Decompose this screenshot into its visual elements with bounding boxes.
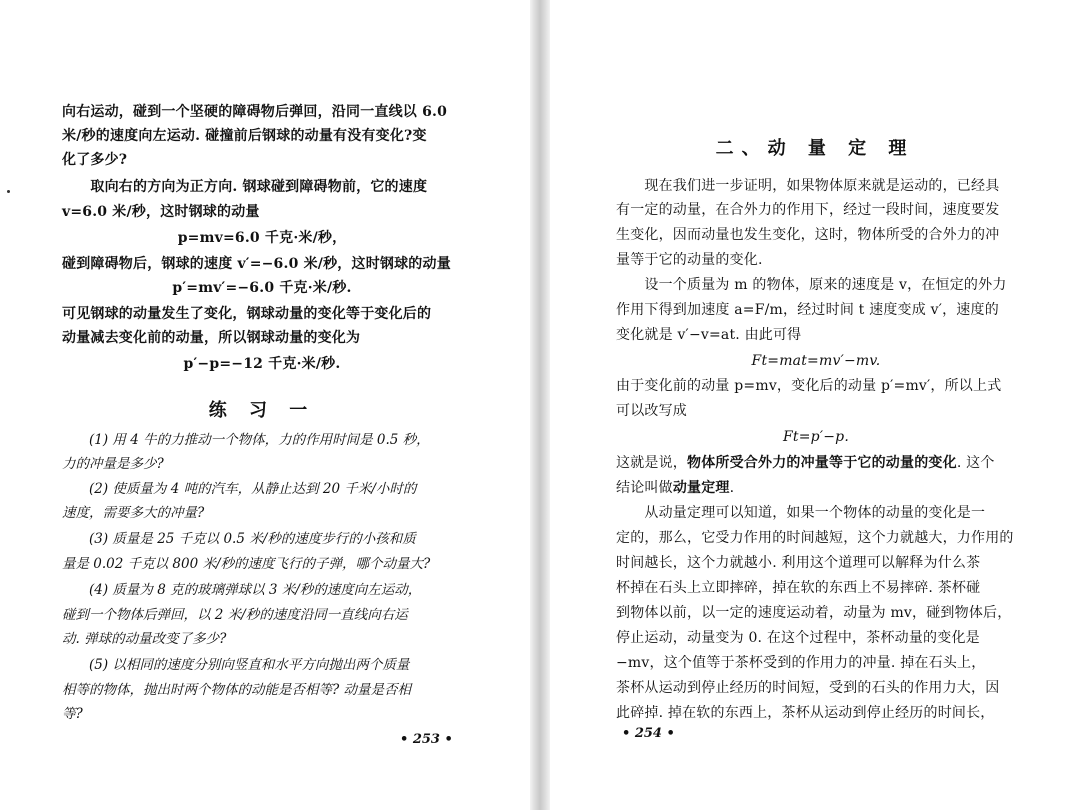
section-title: 二、动 量 定 理 bbox=[715, 138, 915, 159]
text-line: 杯掉在石头上立即摔碎，掉在软的东西上不易摔碎. 茶杯碰 bbox=[616, 580, 981, 596]
text-line: 化了多少? bbox=[62, 152, 128, 168]
exercise-line: (3) 质量是 25 千克以 0.5 米/秒的速度步行的小孩和质 bbox=[62, 531, 416, 547]
theorem-name: 动量定理 bbox=[672, 480, 730, 496]
text-line: 由于变化前的动量 p=mv，变化后的动量 p′=mv′，所以上式 bbox=[616, 378, 1002, 394]
exercise-line: 速度，需要多大的冲量? bbox=[62, 505, 205, 521]
text-line: 生变化，因而动量也发生变化，这时，物体所受的合外力的冲 bbox=[616, 227, 1000, 243]
exercise-line: (5) 以相同的速度分别向竖直和水平方向抛出两个质量 bbox=[62, 657, 410, 673]
text-line: 此碎掉. 掉在软的东西上，茶杯从运动到停止经历的时间长， bbox=[616, 705, 995, 721]
formula: Ft=mat=mv′−mv. bbox=[751, 353, 881, 369]
text-line: 时间越长，这个力就越小. 利用这个道理可以解释为什么茶 bbox=[616, 555, 981, 571]
right-page bbox=[550, 0, 1080, 810]
exercise-line: 动. 弹球的动量改变了多少? bbox=[62, 631, 227, 647]
text-line: v=6.0 米/秒，这时钢球的动量 bbox=[62, 204, 260, 220]
text-span: . bbox=[729, 480, 735, 496]
exercise-line: 量是 0.02 千克以 800 米/秒的速度飞行的子弹，哪个动量大? bbox=[62, 556, 431, 572]
text-line: 量等于它的动量的变化. bbox=[616, 252, 763, 268]
text-line: 现在我们进一步证明，如果物体原来就是运动的，已经具 bbox=[616, 178, 1000, 194]
text-line bbox=[616, 476, 734, 500]
text-line: 变化就是 v′−v=at. 由此可得 bbox=[616, 327, 802, 343]
text-line: 有一定的动量，在合外力的作用下，经过一段时间，速度要发 bbox=[616, 202, 1000, 218]
text-line: 作用下得到加速度 a=F/m，经过时间 t 速度变成 v′，速度的 bbox=[616, 302, 999, 318]
equation-line: p′=mv′=−6.0 千克·米/秒. bbox=[172, 280, 352, 296]
equation-line: p′−p=−12 千克·米/秒. bbox=[183, 356, 341, 372]
exercise-line: (2) 使质量为 4 吨的汽车，从静止达到 20 千米/小时的 bbox=[62, 481, 417, 497]
theorem-statement: 物体所受合外力的冲量等于它的动量的变化 bbox=[687, 455, 957, 471]
text-line: −mv，这个值等于茶杯受到的作用力的冲量. 掉在石头上， bbox=[616, 655, 986, 671]
text-line: 可以改写成 bbox=[616, 403, 687, 419]
text-line: 米/秒的速度向左运动. 碰撞前后钢球的动量有没有变化?变 bbox=[62, 128, 427, 144]
page-number: • 254 • bbox=[622, 726, 675, 741]
exercise-line: (1) 用 4 牛的力推动一个物体，力的作用时间是 0.5 秒， bbox=[62, 432, 430, 448]
text-line: 停止运动，动量变为 0. 在这个过程中，茶杯动量的变化是 bbox=[616, 630, 980, 646]
exercise-line: 相等的物体，抛出时两个物体的动能是否相等? 动量是否相 bbox=[62, 682, 412, 698]
text-line: 从动量定理可以知道，如果一个物体的动量的变化是一 bbox=[616, 505, 986, 521]
text-line: 取向右的方向为正方向. 钢球碰到障碍物前，它的速度 bbox=[62, 179, 428, 195]
text-line: 设一个质量为 m 的物体，原来的速度是 v，在恒定的外力 bbox=[616, 277, 1007, 293]
exercise-line: 力的冲量是多少? bbox=[62, 456, 164, 472]
left-page bbox=[0, 0, 530, 810]
text-line: 可见钢球的动量发生了变化，钢球动量的变化等于变化后的 bbox=[62, 306, 432, 322]
exercise-line: 碰到一个物体后弹回，以 2 米/秒的速度沿同一直线向右运 bbox=[62, 607, 408, 623]
text-line: 茶杯从运动到停止经历的时间短，受到的石头的作用力大，因 bbox=[616, 680, 1000, 696]
text-line: 向右运动，碰到一个坚硬的障碍物后弹回，沿同一直线以 6.0 bbox=[62, 104, 448, 120]
text-span: . 这个 bbox=[956, 455, 995, 471]
text-line: 动量减去变化前的动量，所以钢球动量的变化为 bbox=[62, 330, 361, 346]
text-span: 这就是说， bbox=[616, 455, 687, 471]
equation-line: p=mv=6.0 千克·米/秒， bbox=[177, 230, 347, 246]
exercise-title: 练 习 一 bbox=[208, 400, 316, 421]
exercise-line: 等? bbox=[62, 706, 83, 722]
text-line: 碰到障碍物后，钢球的速度 v′=−6.0 米/秒，这时钢球的动量 bbox=[62, 256, 451, 272]
formula: Ft=p′−p. bbox=[783, 429, 849, 445]
page-number: • 253 • bbox=[400, 732, 453, 747]
exercise-line: (4) 质量为 8 克的玻璃弹球以 3 米/秒的速度向左运动， bbox=[62, 582, 422, 598]
book-gutter bbox=[530, 0, 550, 810]
text-line: 定的，那么，它受力作用的时间越短，这个力就越大，力作用的 bbox=[616, 530, 1014, 546]
scan-speck bbox=[7, 190, 10, 193]
text-span: 结论叫做 bbox=[616, 480, 673, 496]
text-line bbox=[616, 451, 995, 475]
text-line: 到物体以前，以一定的速度运动着，动量为 mv，碰到物体后， bbox=[616, 605, 1012, 621]
